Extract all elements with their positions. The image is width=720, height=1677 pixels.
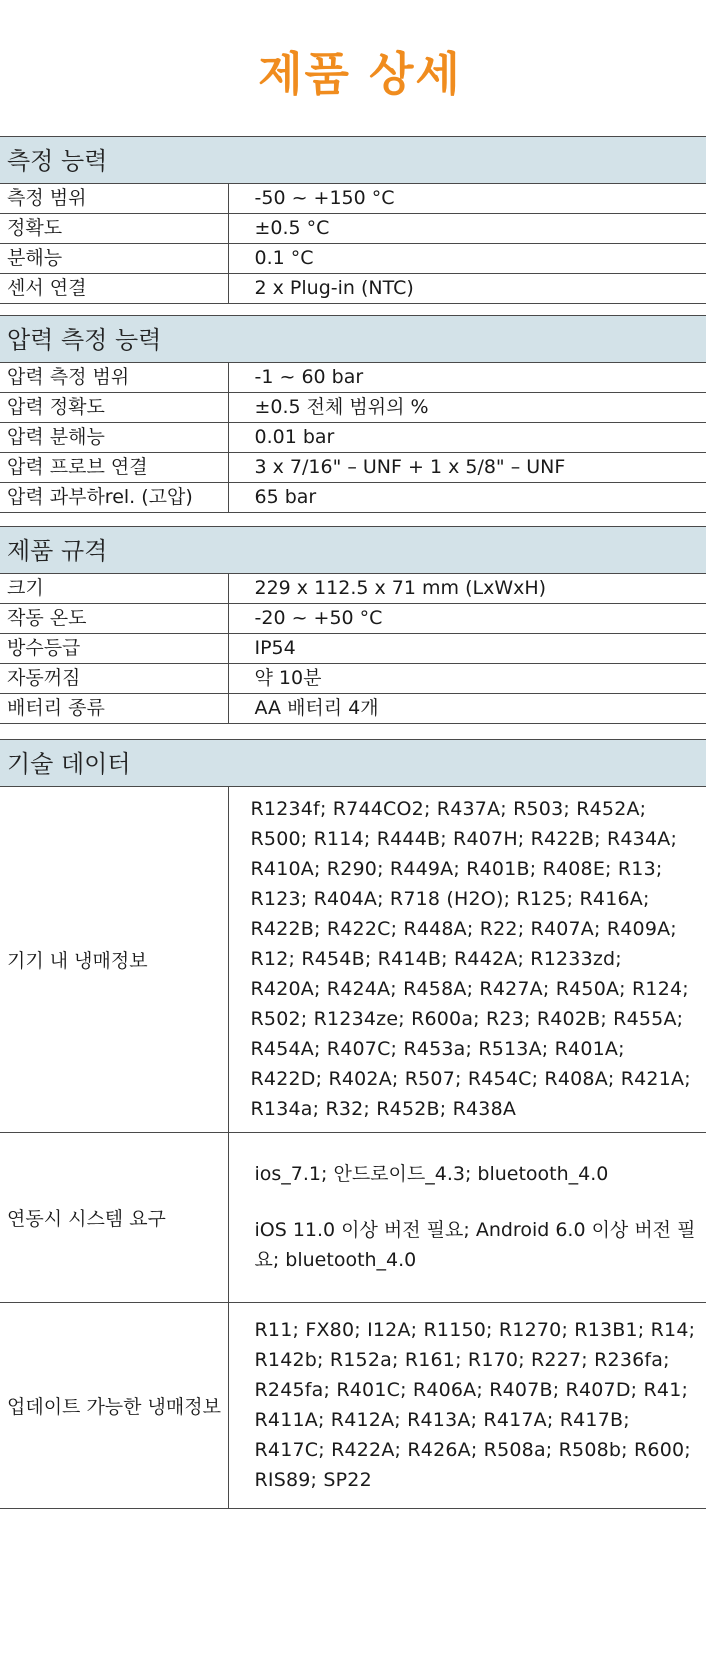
section-pressure [0,315,706,513]
section-product-spec [0,526,706,724]
table-row [0,423,706,453]
spec-value: -50 ~ +150 °C [228,184,706,214]
section-header: 압력 측정 능력 [0,315,706,363]
spec-label: 분해능 [0,244,228,274]
spec-label: 자동꺼짐 [0,664,228,694]
table-row [0,1302,706,1508]
spec-label: 압력 프로브 연결 [0,453,228,483]
spec-value: 0.01 bar [228,423,706,453]
spec-value: ±0.5 °C [228,214,706,244]
table-row [0,604,706,634]
table-row [0,274,706,304]
system-requirement-line: ios_7.1; 안드로이드_4.3; bluetooth_4.0 [254,1163,609,1185]
spec-label: 방수등급 [0,634,228,664]
table-row [0,363,706,393]
table-row [0,787,706,1132]
section-header: 제품 규격 [0,526,706,574]
spec-table [0,363,706,513]
table-row [0,1132,706,1302]
spec-label: 센서 연결 [0,274,228,304]
spec-value: 0.1 °C [228,244,706,274]
section-technical-data [0,739,706,1509]
system-requirements [228,1132,706,1302]
table-row [0,393,706,423]
spacer [255,1189,699,1215]
spec-table [0,787,706,1509]
refrigerant-list: R1234f; R744CO2; R437A; R503; R452A; R500; R114; R444B; R407H; R422B; R434A; R410A; R290; R449A; R401B; R408E; R13; R123; R404A; R718 (H2O); R125; R416A; R422B; R422C; R448A; R22; R407A; R409A; R12; R454B; R414B; R442A; R1233zd; R420A; R424A; R458A; R427A; R450A; R124; R502; R1234ze; R600a; R23; R402B; R455A; R454A; R407C; R453a; R513A; R401A; R422D; R402A; R507; R454C; R408A; R421A; R134a; R32; R452B; R438A [228,787,706,1132]
spec-label: 압력 정확도 [0,393,228,423]
spec-table [0,574,706,724]
section-measurement [0,136,706,304]
spec-value: ±0.5 전체 범위의 % [228,393,706,423]
table-row [0,634,706,664]
spec-value: 약 10분 [228,664,706,694]
spec-value: 2 x Plug-in (NTC) [228,274,706,304]
spec-label: 크기 [0,574,228,604]
table-row [0,664,706,694]
spec-label: 압력 과부하rel. (고압) [0,483,228,513]
section-header: 측정 능력 [0,136,706,184]
updatable-refrigerant-list: R11; FX80; I12A; R1150; R1270; R13B1; R14; R142b; R152a; R161; R170; R227; R236fa; R245fa; R401C; R406A; R407B; R407D; R41; R411A; R412A; R413A; R417A; R417B; R417C; R422A; R426A; R508a; R508b; R600; RIS89; SP22 [228,1302,706,1508]
spec-label: 압력 분해능 [0,423,228,453]
section-header: 기술 데이터 [0,739,706,787]
spec-value: -20 ~ +50 °C [228,604,706,634]
system-requirement-line: iOS 11.0 이상 버전 필요; Android 6.0 이상 버전 필요; bluetooth_4.0 [254,1219,696,1271]
page-title: 제품 상세 [258,47,462,101]
table-row [0,453,706,483]
table-row [0,574,706,604]
table-row [0,214,706,244]
spec-label: 기기 내 냉매정보 [0,787,228,1132]
spec-value: IP54 [228,634,706,664]
table-row [0,184,706,214]
spec-value: 3 x 7/16" – UNF + 1 x 5/8" – UNF [228,453,706,483]
spec-label: 작동 온도 [0,604,228,634]
spec-label: 업데이트 가능한 냉매정보 [0,1302,228,1508]
spec-value: 229 x 112.5 x 71 mm (LxWxH) [228,574,706,604]
table-row [0,694,706,724]
spec-value: -1 ~ 60 bar [228,363,706,393]
spec-label: 압력 측정 범위 [0,363,228,393]
spec-label: 정확도 [0,214,228,244]
spec-label: 연동시 시스템 요구 [0,1132,228,1302]
spec-table [0,184,706,304]
spec-value: AA 배터리 4개 [228,694,706,724]
table-row [0,483,706,513]
table-row [0,244,706,274]
spec-label: 배터리 종류 [0,694,228,724]
spec-value: 65 bar [228,483,706,513]
spec-label: 측정 범위 [0,184,228,214]
